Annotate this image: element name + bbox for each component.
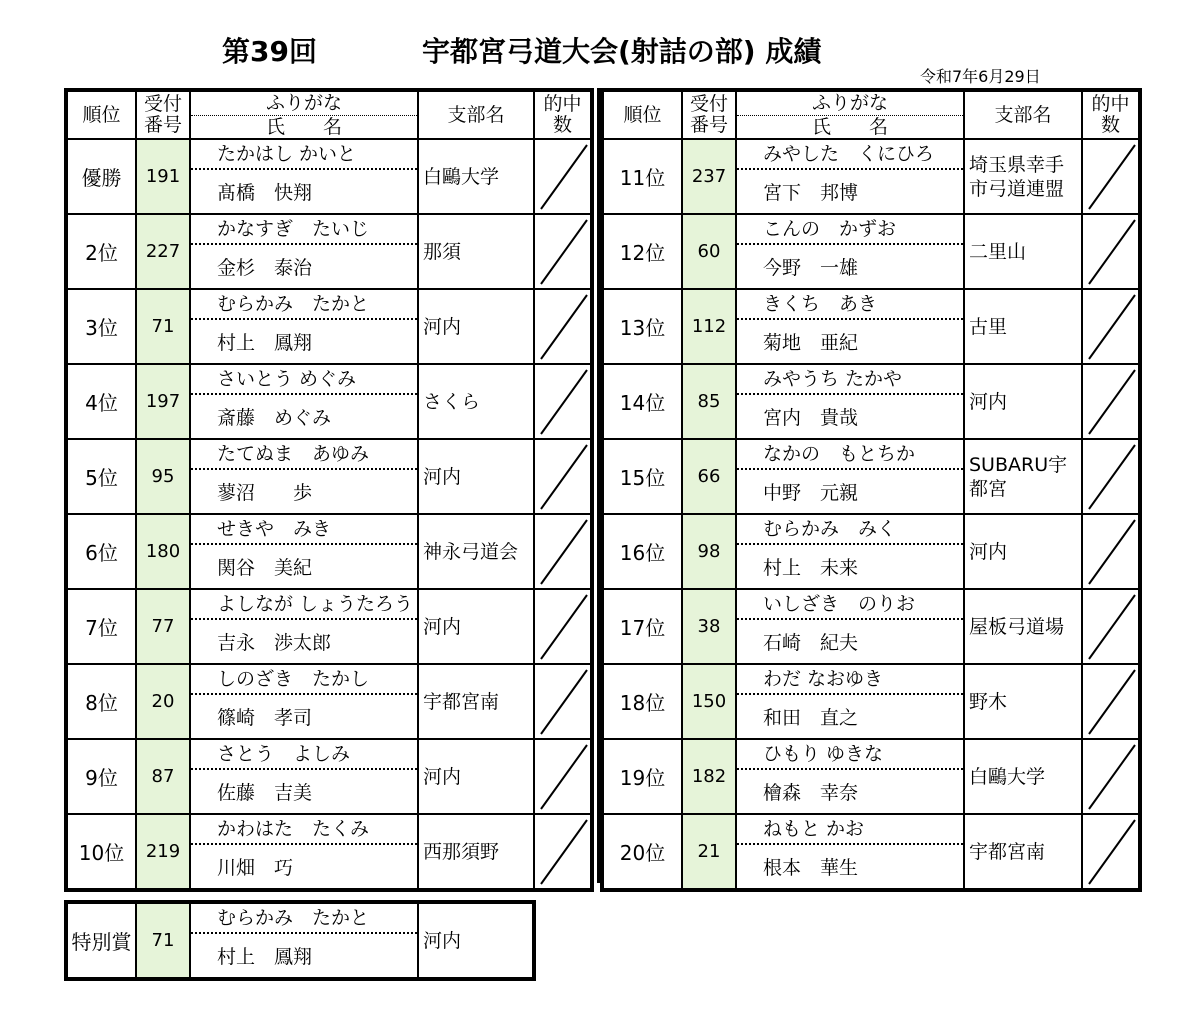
rank-cell: 7位	[66, 589, 136, 664]
hits-cell	[1082, 289, 1140, 364]
reg-number-cell: 60	[682, 214, 736, 289]
diagonal-slash-icon	[1083, 216, 1139, 287]
name-cell	[736, 214, 964, 289]
rank-cell: 優勝	[66, 139, 136, 214]
name-cell	[736, 139, 964, 214]
header-reg-number: 受付 番号	[136, 90, 190, 139]
furigana-text: むらかみ たかと	[191, 290, 417, 320]
name-text: 村上 鳳翔	[217, 332, 313, 354]
name-text: 石崎 紀夫	[763, 632, 859, 654]
diagonal-slash-icon	[535, 741, 591, 812]
name-text: 蓼沼 歩	[217, 482, 313, 504]
reg-number-cell: 150	[682, 664, 736, 739]
result-row	[66, 814, 592, 890]
result-row	[602, 664, 1140, 739]
name-cell	[736, 739, 964, 814]
hits-cell	[534, 589, 592, 664]
diagonal-slash-icon	[1083, 366, 1139, 437]
reg-number-cell: 219	[136, 814, 190, 890]
furigana-text: こんの かずお	[737, 215, 963, 245]
result-row	[66, 364, 592, 439]
header-rank: 順位	[602, 90, 682, 139]
branch-cell: 二里山	[964, 214, 1082, 289]
rank-cell: 2位	[66, 214, 136, 289]
reg-number-cell: 95	[136, 439, 190, 514]
reg-number-cell: 112	[682, 289, 736, 364]
result-row	[66, 739, 592, 814]
rank-cell: 19位	[602, 739, 682, 814]
hits-cell	[1082, 214, 1140, 289]
rank-cell: 15位	[602, 439, 682, 514]
name-text: 中野 元親	[763, 482, 859, 504]
name-cell	[736, 289, 964, 364]
furigana-text: むらかみ みく	[737, 515, 963, 545]
diagonal-slash-icon	[535, 366, 591, 437]
furigana-text: たかはし かいと	[191, 140, 417, 170]
name-cell	[736, 439, 964, 514]
branch-cell: 河内	[418, 439, 534, 514]
diagonal-slash-icon	[1083, 441, 1139, 512]
name-cell	[190, 902, 418, 979]
branch-cell: 河内	[418, 902, 534, 979]
furigana-text: いしざき のりお	[737, 590, 963, 620]
branch-cell: 宇都宮南	[418, 664, 534, 739]
hits-cell	[534, 139, 592, 214]
name-cell	[190, 814, 418, 890]
name-text: 菊地 亜紀	[763, 332, 859, 354]
furigana-text: ひもり ゆきな	[737, 740, 963, 770]
hits-cell	[534, 439, 592, 514]
name-cell	[190, 289, 418, 364]
result-row	[66, 214, 592, 289]
name-cell	[190, 739, 418, 814]
diagonal-slash-icon	[535, 591, 591, 662]
name-text: 金杉 泰治	[217, 257, 313, 279]
branch-cell: 古里	[964, 289, 1082, 364]
branch-cell: 白鷗大学	[418, 139, 534, 214]
reg-number-cell: 66	[682, 439, 736, 514]
hits-cell	[534, 364, 592, 439]
reg-number-cell: 182	[682, 739, 736, 814]
result-row	[602, 514, 1140, 589]
hits-cell	[1082, 439, 1140, 514]
reg-number-cell: 38	[682, 589, 736, 664]
result-row	[602, 139, 1140, 214]
rank-cell: 10位	[66, 814, 136, 890]
furigana-text: よしなが しょうたろう	[191, 590, 417, 620]
diagonal-slash-icon	[535, 666, 591, 737]
hits-cell	[1082, 739, 1140, 814]
diagonal-slash-icon	[535, 516, 591, 587]
furigana-text: みやうち たかや	[737, 365, 963, 395]
name-cell	[736, 589, 964, 664]
reg-number-cell: 98	[682, 514, 736, 589]
name-text: 村上 鳳翔	[217, 946, 313, 968]
result-row	[66, 139, 592, 214]
reg-number-cell: 227	[136, 214, 190, 289]
hits-cell	[534, 814, 592, 890]
branch-cell: 西那須野	[418, 814, 534, 890]
diagonal-slash-icon	[535, 141, 591, 212]
reg-number-cell: 237	[682, 139, 736, 214]
name-text: 髙橋 快翔	[217, 182, 313, 204]
result-row	[602, 439, 1140, 514]
hits-cell	[1082, 814, 1140, 890]
branch-cell: 河内	[418, 589, 534, 664]
rank-cell: 4位	[66, 364, 136, 439]
branch-cell: 埼玉県幸手市弓道連盟	[964, 139, 1082, 214]
diagonal-slash-icon	[1083, 291, 1139, 362]
diagonal-slash-icon	[1083, 816, 1139, 887]
header-name: ふりがな 氏 名	[736, 90, 964, 139]
rank-cell: 3位	[66, 289, 136, 364]
reg-number-cell: 180	[136, 514, 190, 589]
hits-cell	[1082, 364, 1140, 439]
furigana-text: さとう よしみ	[191, 740, 417, 770]
name-cell	[190, 364, 418, 439]
special-award-table	[64, 900, 536, 981]
reg-number-cell: 77	[136, 589, 190, 664]
hits-cell	[1082, 514, 1140, 589]
furigana-text: むらかみ たかと	[191, 904, 417, 934]
name-cell	[190, 589, 418, 664]
result-row	[66, 289, 592, 364]
branch-cell: 河内	[964, 364, 1082, 439]
result-row	[602, 214, 1140, 289]
furigana-text: みやした くにひろ	[737, 140, 963, 170]
furigana-text: わだ なおゆき	[737, 665, 963, 695]
diagonal-slash-icon	[535, 816, 591, 887]
furigana-text: きくち あき	[737, 290, 963, 320]
reg-number-cell: 87	[136, 739, 190, 814]
header-rank: 順位	[66, 90, 136, 139]
branch-cell: さくら	[418, 364, 534, 439]
name-cell	[190, 664, 418, 739]
result-row	[602, 589, 1140, 664]
furigana-text: なかの もとちか	[737, 440, 963, 470]
furigana-text: かわはた たくみ	[191, 815, 417, 845]
branch-cell: 白鷗大学	[964, 739, 1082, 814]
hits-cell	[1082, 664, 1140, 739]
hits-cell	[534, 289, 592, 364]
branch-cell: SUBARU宇都宮	[964, 439, 1082, 514]
rank-cell: 18位	[602, 664, 682, 739]
diagonal-slash-icon	[535, 291, 591, 362]
furigana-text: せきや みき	[191, 515, 417, 545]
name-text: 宮内 貴哉	[763, 407, 859, 429]
name-cell	[736, 514, 964, 589]
diagonal-slash-icon	[535, 441, 591, 512]
name-cell	[736, 664, 964, 739]
branch-cell: 野木	[964, 664, 1082, 739]
rank-cell: 16位	[602, 514, 682, 589]
branch-cell: 河内	[418, 739, 534, 814]
reg-number-cell: 191	[136, 139, 190, 214]
name-cell	[190, 214, 418, 289]
name-text: 和田 直之	[763, 707, 859, 729]
name-text: 村上 未来	[763, 557, 859, 579]
rank-cell: 11位	[602, 139, 682, 214]
hits-cell	[534, 514, 592, 589]
results-table-left	[64, 88, 594, 892]
name-cell	[190, 439, 418, 514]
rank-cell: 8位	[66, 664, 136, 739]
result-row	[66, 664, 592, 739]
header-reg-number: 受付 番号	[682, 90, 736, 139]
result-row	[602, 289, 1140, 364]
result-row	[602, 364, 1140, 439]
results-table-right	[600, 88, 1142, 892]
reg-number-cell: 85	[682, 364, 736, 439]
reg-number-cell: 20	[136, 664, 190, 739]
page-title: 宇都宮弓道大会(射詰の部) 成績	[422, 35, 822, 68]
name-cell	[736, 814, 964, 890]
diagonal-slash-icon	[1083, 591, 1139, 662]
name-cell	[190, 139, 418, 214]
hits-cell	[534, 214, 592, 289]
name-text: 川畑 巧	[217, 857, 294, 879]
name-cell	[736, 364, 964, 439]
branch-cell: 屋板弓道場	[964, 589, 1082, 664]
name-text: 宮下 邦博	[763, 182, 859, 204]
name-text: 佐藤 吉美	[217, 782, 313, 804]
rank-cell: 特別賞	[66, 902, 136, 979]
furigana-text: しのざき たかし	[191, 665, 417, 695]
reg-number-cell: 197	[136, 364, 190, 439]
branch-cell: 河内	[964, 514, 1082, 589]
hits-cell	[1082, 139, 1140, 214]
furigana-text: さいとう めぐみ	[191, 365, 417, 395]
diagonal-slash-icon	[535, 216, 591, 287]
rank-cell: 6位	[66, 514, 136, 589]
diagonal-slash-icon	[1083, 741, 1139, 812]
result-row	[602, 814, 1140, 890]
reg-number-cell: 21	[682, 814, 736, 890]
result-row	[66, 902, 534, 979]
branch-cell: 神永弓道会	[418, 514, 534, 589]
result-row	[66, 439, 592, 514]
header-branch: 支部名	[964, 90, 1082, 139]
diagonal-slash-icon	[1083, 516, 1139, 587]
hits-cell	[1082, 589, 1140, 664]
hits-cell	[534, 739, 592, 814]
furigana-text: かなすぎ たいじ	[191, 215, 417, 245]
furigana-text: ねもと かお	[737, 815, 963, 845]
rank-cell: 12位	[602, 214, 682, 289]
header-name: ふりがな 氏 名	[190, 90, 418, 139]
branch-cell: 河内	[418, 289, 534, 364]
name-text: 篠崎 孝司	[217, 707, 313, 729]
diagonal-slash-icon	[1083, 666, 1139, 737]
branch-cell: 那須	[418, 214, 534, 289]
rank-cell: 5位	[66, 439, 136, 514]
rank-cell: 9位	[66, 739, 136, 814]
rank-cell: 14位	[602, 364, 682, 439]
table-divider	[590, 88, 600, 883]
branch-cell: 宇都宮南	[964, 814, 1082, 890]
name-text: 関谷 美紀	[217, 557, 313, 579]
hits-cell	[534, 664, 592, 739]
reg-number-cell: 71	[136, 902, 190, 979]
name-text: 今野 一雄	[763, 257, 859, 279]
event-date: 令和7年6月29日	[920, 67, 1041, 86]
result-row	[66, 589, 592, 664]
furigana-text: たてぬま あゆみ	[191, 440, 417, 470]
name-text: 檜森 幸奈	[763, 782, 859, 804]
diagonal-slash-icon	[1083, 141, 1139, 212]
name-cell	[190, 514, 418, 589]
result-row	[66, 514, 592, 589]
header-hits: 的中 数	[534, 90, 592, 139]
header-branch: 支部名	[418, 90, 534, 139]
name-text: 根本 華生	[763, 857, 859, 879]
name-text: 斎藤 めぐみ	[217, 407, 332, 429]
page-title-edition: 第39回	[222, 35, 317, 68]
result-row	[602, 739, 1140, 814]
rank-cell: 13位	[602, 289, 682, 364]
reg-number-cell: 71	[136, 289, 190, 364]
rank-cell: 17位	[602, 589, 682, 664]
header-hits: 的中 数	[1082, 90, 1140, 139]
rank-cell: 20位	[602, 814, 682, 890]
name-text: 吉永 渉太郎	[217, 632, 332, 654]
